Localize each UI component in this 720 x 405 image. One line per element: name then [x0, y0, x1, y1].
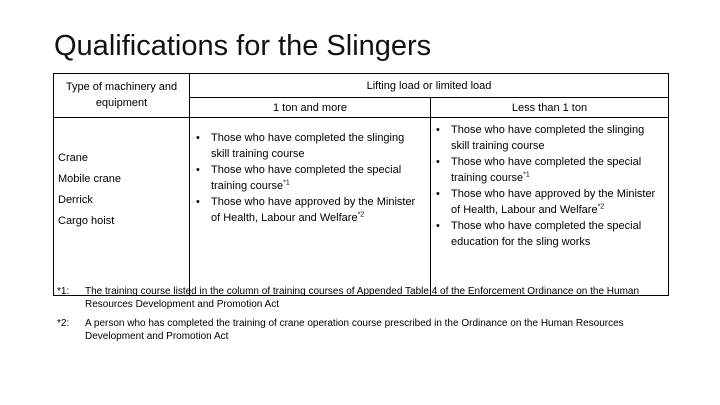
- bullet-icon: •: [196, 164, 200, 176]
- bullet-icon: •: [196, 132, 200, 144]
- footnote-ref: *2: [357, 211, 365, 219]
- less-than-one-ton-qualifications-list: [431, 118, 668, 250]
- machinery-item: Crane: [58, 152, 88, 164]
- list-item: • Those who have approved by the Minister of Health, Labour and Welfare$^{*2}$: [436, 188, 656, 216]
- header-machinery-type: Type of machinery and equipment: [54, 74, 190, 118]
- machinery-item: Derrick: [58, 194, 93, 206]
- bullet-icon: •: [436, 220, 440, 232]
- bullet-icon: •: [436, 188, 440, 200]
- footnote-ref: *1: [523, 171, 530, 179]
- bullet-icon: •: [436, 124, 440, 136]
- footnote-ref: *1: [283, 179, 290, 187]
- qualifications-table: [53, 73, 669, 296]
- list-item: • Those who have completed the special training course$^{*1}$: [436, 156, 642, 184]
- machinery-list-cell: [54, 118, 190, 296]
- header-one-ton-and-more: 1 ton and more: [190, 98, 431, 118]
- footnote-text: A person who has completed the training of crane operation course prescribed in the Ordinance on the Human Resources Development and Promotion Act: [85, 318, 624, 342]
- list-item: • Those who have approved by the Minister of Health, Labour and Welfare$^{*2}$: [196, 196, 416, 224]
- footnote-text: The training course listed in the column of training courses of Appended Table 4 of the Enforcement Ordinance on the Human Resources Development and Promotion Act: [85, 286, 640, 310]
- list-item: • Those who have completed the slinging skill training course: [436, 124, 645, 152]
- bullet-icon: •: [436, 156, 440, 168]
- page-title: Qualifications for the Slingers: [54, 30, 432, 62]
- header-less-than-one-ton: Less than 1 ton: [431, 98, 669, 118]
- list-item: • Those who have completed the special education for the sling works: [436, 220, 642, 248]
- footnote-mark: *1:: [57, 286, 70, 297]
- footnote-1: [57, 285, 667, 311]
- machinery-item: Cargo hoist: [58, 215, 115, 227]
- footnote-mark: *2:: [57, 318, 70, 329]
- less-than-one-ton-qualifications-cell: [431, 118, 669, 296]
- footnotes: [57, 285, 667, 349]
- list-item: • Those who have completed the special training course$^{*1}$: [196, 164, 402, 192]
- bullet-icon: •: [196, 196, 200, 208]
- list-item: • Those who have completed the slinging skill training course: [196, 132, 405, 160]
- header-lifting-load: Lifting load or limited load: [190, 74, 669, 98]
- footnote-ref: *2: [597, 203, 605, 211]
- one-ton-qualifications-cell: [190, 118, 431, 296]
- one-ton-qualifications-list: [190, 118, 430, 226]
- footnote-2: [57, 317, 667, 343]
- machinery-item: Mobile crane: [58, 173, 121, 185]
